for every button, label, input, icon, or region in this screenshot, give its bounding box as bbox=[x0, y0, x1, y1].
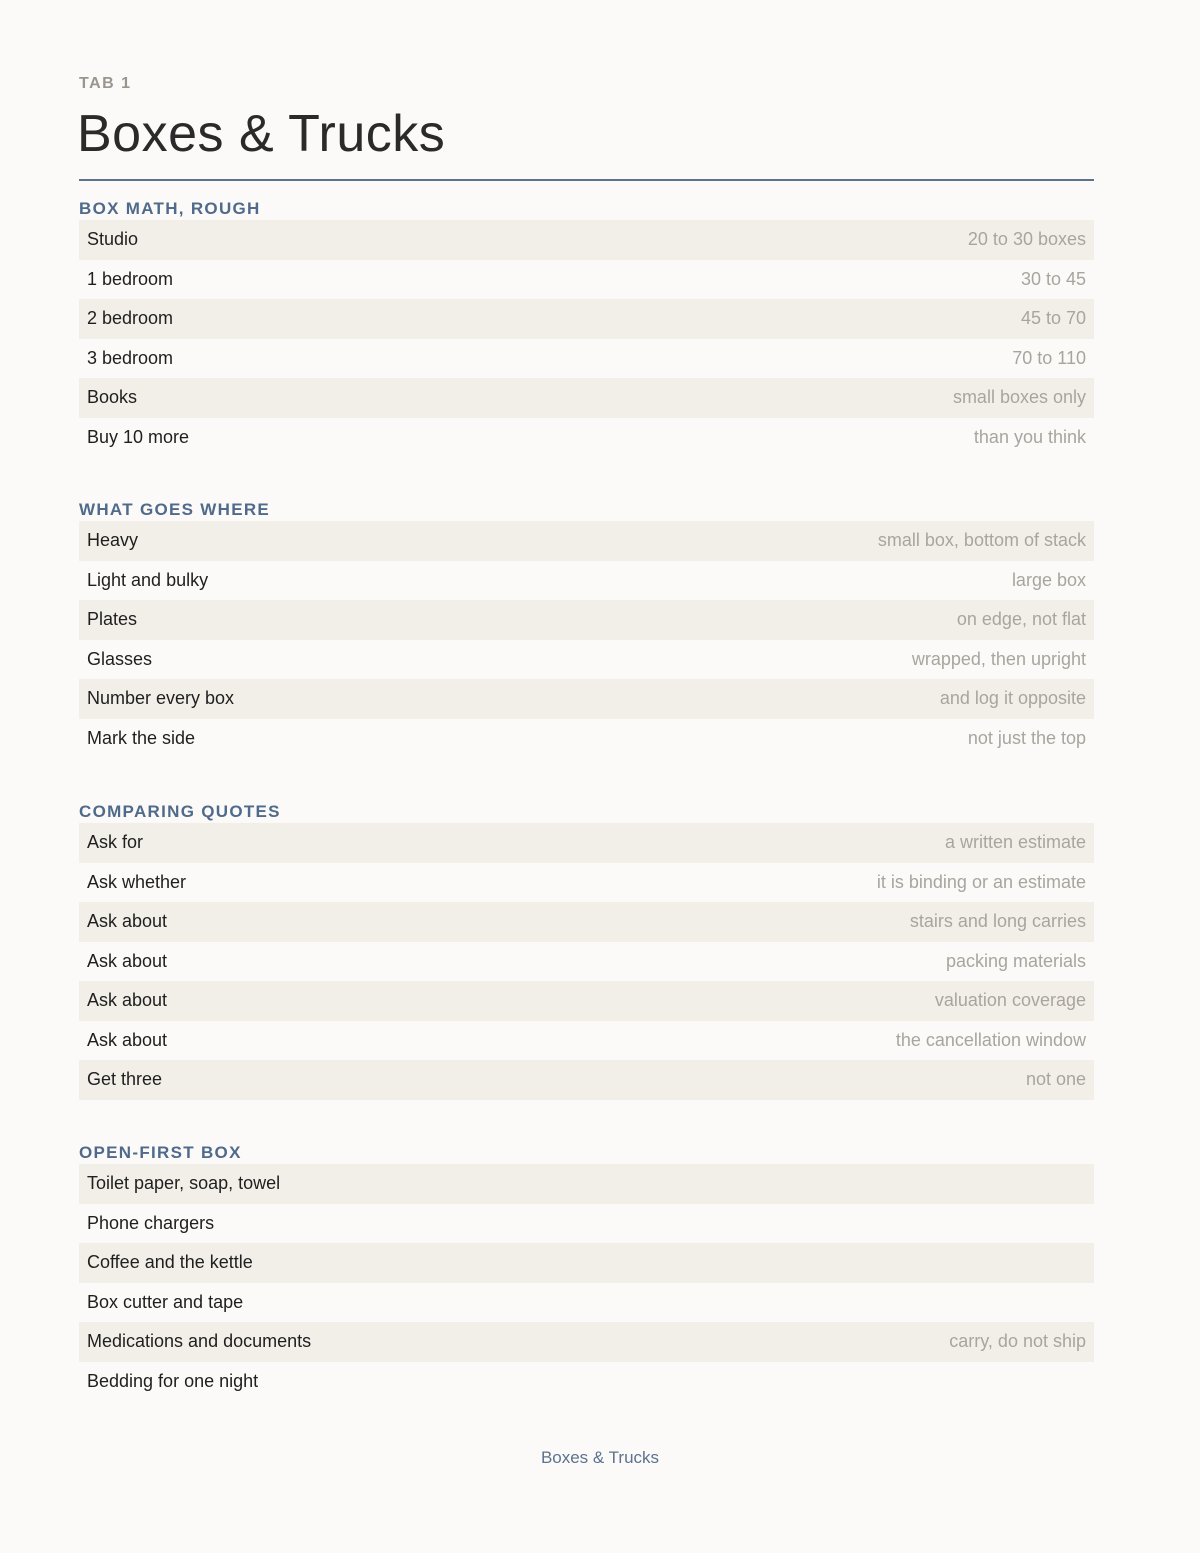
row-value: carry, do not ship bbox=[949, 1331, 1086, 1352]
row-label: 2 bedroom bbox=[87, 308, 174, 329]
table-row bbox=[79, 640, 1094, 680]
row-label: Ask about bbox=[87, 990, 168, 1011]
table-row bbox=[79, 1243, 1094, 1283]
row-label: Phone chargers bbox=[87, 1212, 215, 1233]
row-label: 3 bedroom bbox=[87, 347, 174, 368]
row-label: Bedding for one night bbox=[87, 1370, 259, 1391]
table-row bbox=[79, 1362, 1094, 1402]
row-label: Ask about bbox=[87, 950, 168, 971]
row-value: 70 to 110 bbox=[1012, 347, 1086, 368]
row-label: Books bbox=[87, 387, 138, 408]
row-value: stairs and long carries bbox=[909, 911, 1086, 932]
row-label: Ask for bbox=[87, 832, 144, 853]
table-row bbox=[79, 902, 1094, 942]
row-value: 30 to 45 bbox=[1020, 268, 1086, 289]
table-row bbox=[79, 863, 1094, 903]
page-title: Boxes & Trucks bbox=[77, 105, 446, 163]
row-value: and log it opposite bbox=[939, 688, 1086, 709]
table-row bbox=[79, 719, 1094, 759]
row-label: Toilet paper, soap, towel bbox=[87, 1173, 281, 1194]
row-label: Coffee and the kettle bbox=[87, 1252, 253, 1273]
section-heading: BOX MATH, ROUGH bbox=[79, 199, 261, 218]
row-label: Mark the side bbox=[87, 727, 196, 748]
section-what-goes-where bbox=[79, 500, 1094, 758]
row-label: Buy 10 more bbox=[87, 426, 190, 447]
row-label: Get three bbox=[87, 1069, 163, 1090]
table-row bbox=[79, 679, 1094, 719]
row-label: Studio bbox=[87, 229, 139, 250]
row-label: Glasses bbox=[87, 648, 153, 669]
section-comparing-quotes bbox=[79, 802, 1094, 1100]
row-value: valuation coverage bbox=[934, 990, 1086, 1011]
row-value: than you think bbox=[973, 426, 1086, 447]
row-label: Box cutter and tape bbox=[87, 1291, 244, 1312]
table-row bbox=[79, 1322, 1094, 1362]
table-row bbox=[79, 299, 1094, 339]
table-row bbox=[79, 1283, 1094, 1323]
section-heading: COMPARING QUOTES bbox=[79, 802, 281, 821]
section-box-math bbox=[79, 199, 1094, 457]
table-row bbox=[79, 418, 1094, 458]
row-value: 20 to 30 boxes bbox=[967, 229, 1086, 250]
row-label: Light and bulky bbox=[87, 569, 209, 590]
table-row bbox=[79, 1204, 1094, 1244]
row-label: Medications and documents bbox=[87, 1331, 312, 1352]
table-row bbox=[79, 521, 1094, 561]
row-label: Plates bbox=[87, 609, 138, 630]
row-label: Ask whether bbox=[87, 871, 187, 892]
row-label: Ask about bbox=[87, 1029, 168, 1050]
row-value: large box bbox=[1011, 569, 1086, 590]
table-row bbox=[79, 823, 1094, 863]
row-value: 45 to 70 bbox=[1020, 308, 1086, 329]
row-value: small boxes only bbox=[952, 387, 1086, 408]
table-row bbox=[79, 220, 1094, 260]
table-row bbox=[79, 1060, 1094, 1100]
page-footer: Boxes & Trucks bbox=[540, 1448, 660, 1467]
table-row bbox=[79, 260, 1094, 300]
table-row bbox=[79, 942, 1094, 982]
section-open-first-box bbox=[79, 1143, 1094, 1401]
row-value: not just the top bbox=[967, 727, 1086, 748]
table-row bbox=[79, 561, 1094, 601]
section-heading: OPEN-FIRST BOX bbox=[79, 1143, 242, 1162]
row-label: Number every box bbox=[87, 688, 235, 709]
tab-label: TAB 1 bbox=[79, 75, 132, 92]
table-row bbox=[79, 981, 1094, 1021]
row-value: wrapped, then upright bbox=[911, 648, 1086, 669]
row-value: it is binding or an estimate bbox=[876, 871, 1086, 892]
table-row bbox=[79, 1164, 1094, 1204]
table-row bbox=[79, 1021, 1094, 1061]
row-label: Heavy bbox=[87, 530, 139, 551]
title-divider bbox=[79, 179, 1094, 181]
row-value: small box, bottom of stack bbox=[877, 530, 1086, 551]
table-row bbox=[79, 600, 1094, 640]
row-label: Ask about bbox=[87, 911, 168, 932]
table-row bbox=[79, 378, 1094, 418]
row-value: on edge, not flat bbox=[956, 609, 1086, 630]
row-value: a written estimate bbox=[944, 832, 1086, 853]
row-value: the cancellation window bbox=[895, 1029, 1086, 1050]
table-row bbox=[79, 339, 1094, 379]
row-value: not one bbox=[1025, 1069, 1086, 1090]
row-label: 1 bedroom bbox=[87, 268, 174, 289]
section-heading: WHAT GOES WHERE bbox=[79, 500, 271, 519]
row-value: packing materials bbox=[945, 950, 1086, 971]
